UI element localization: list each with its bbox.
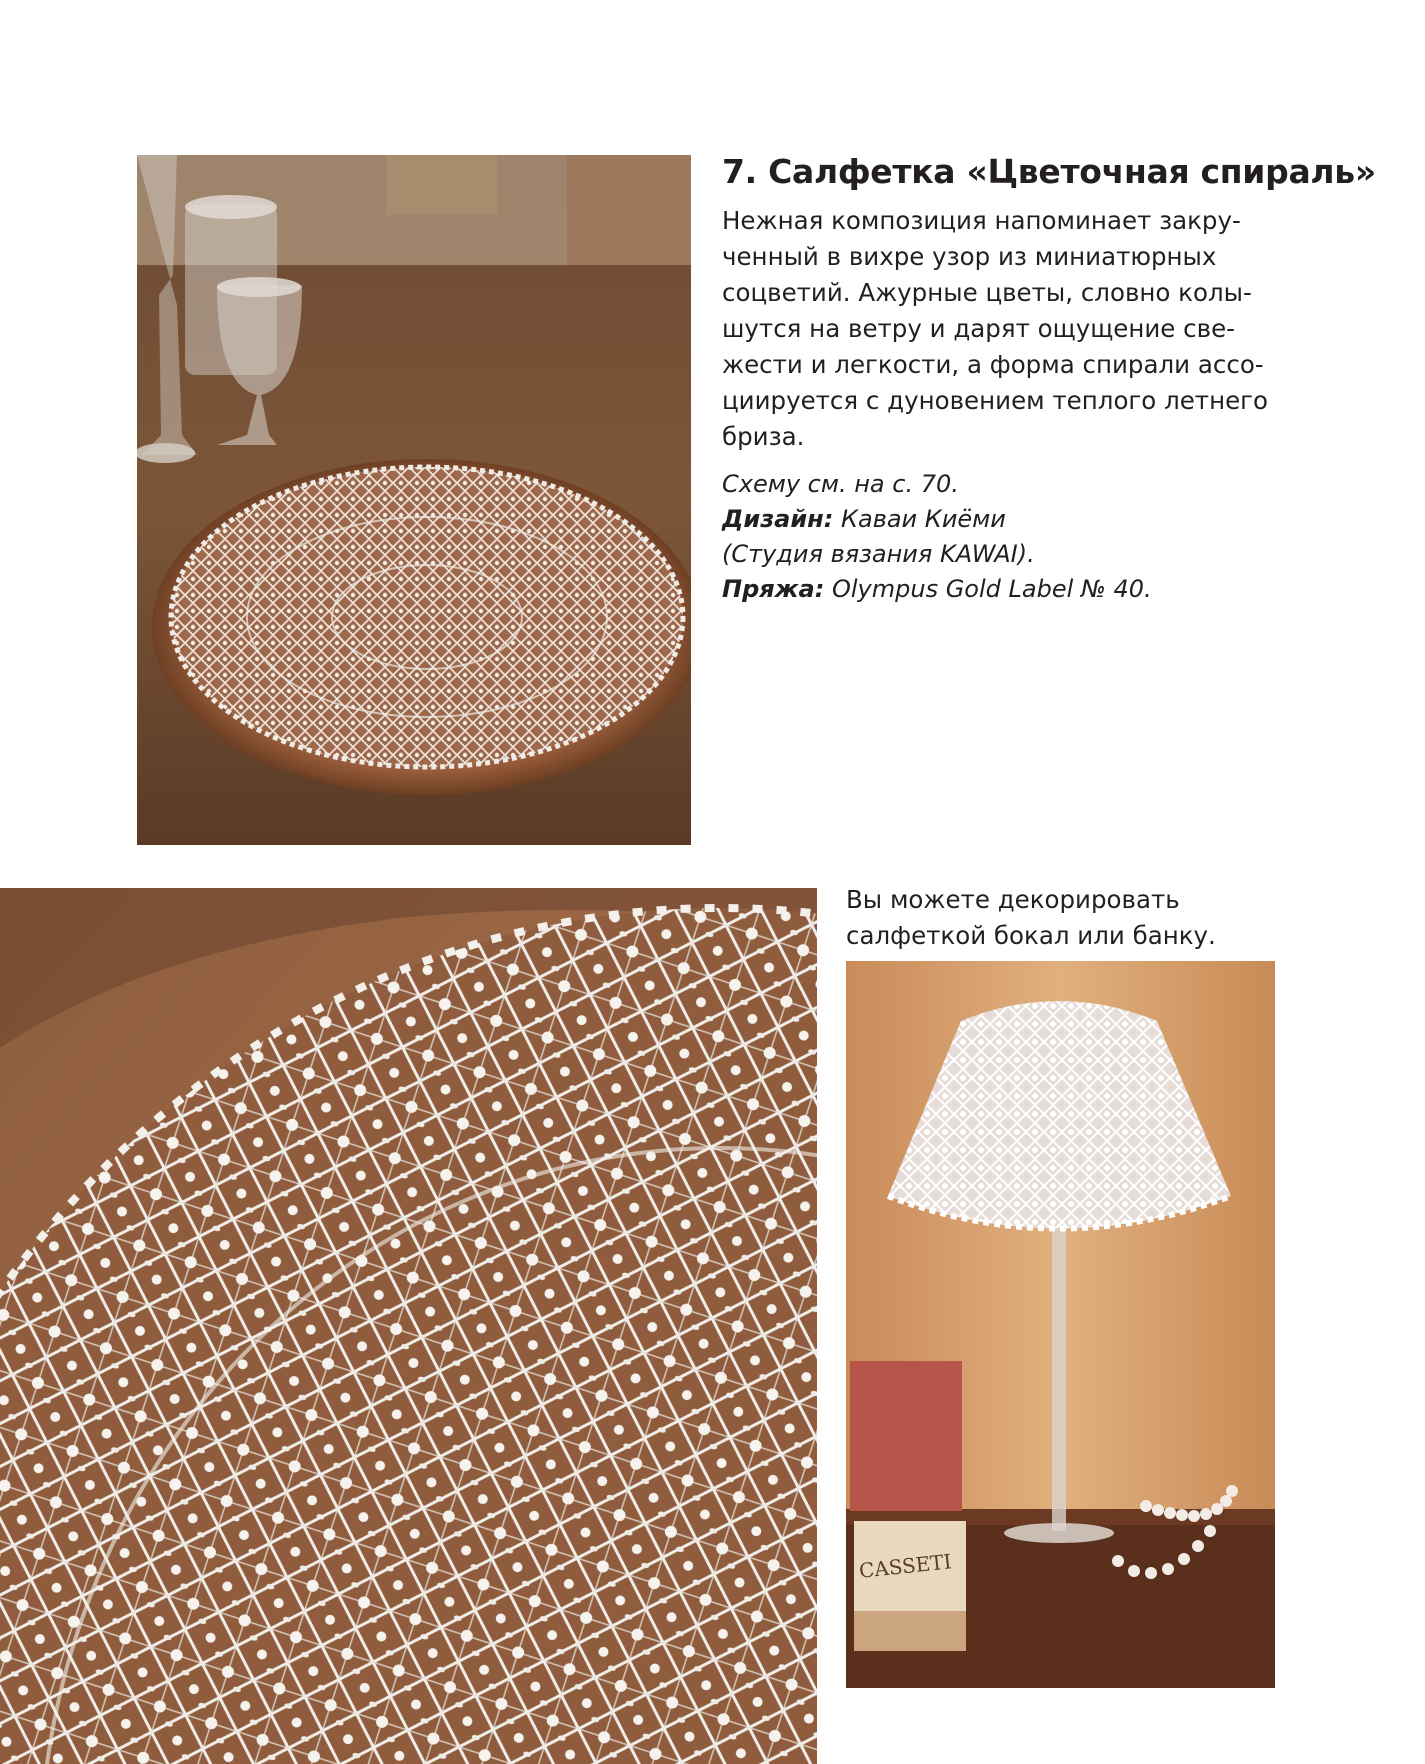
- yarn-value: Olympus Gold Label № 40.: [824, 575, 1152, 603]
- scheme-reference: Схему см. на с. 70.: [722, 470, 959, 498]
- description-line: бриза.: [722, 422, 805, 451]
- description-line: ченный в вихре узор из миниатюрных: [722, 242, 1217, 271]
- article-credits: [722, 467, 1342, 607]
- design-label: Дизайн:: [722, 505, 834, 533]
- yarn-label: Пряжа:: [722, 575, 825, 603]
- doily-plate-image: [137, 155, 691, 845]
- photo-doily-lampshade: [846, 961, 1275, 1688]
- lace-closeup-image: [0, 888, 817, 1764]
- lampshade-image: [846, 961, 1275, 1688]
- photo-doily-on-plate: [137, 155, 691, 845]
- description-line: шутся на ветру и дарят ощущение све-: [722, 314, 1235, 343]
- article-title: 7. Салфетка «Цветочная спираль»: [722, 152, 1376, 191]
- book-spine-text: CASSETI: [857, 1549, 953, 1583]
- design-credit: [722, 502, 1342, 537]
- studio-credit: (Студия вязания KAWAI).: [722, 540, 1035, 568]
- yarn-credit: [722, 572, 1342, 607]
- article-description: [722, 203, 1322, 455]
- caption-line: салфеткой бокал или банку.: [846, 921, 1216, 950]
- lampshade-caption: [846, 882, 1266, 954]
- design-value: Каваи Киёми: [833, 505, 1006, 533]
- description-line: циируется с дуновением теплого летнего: [722, 386, 1269, 415]
- books: [850, 1361, 966, 1651]
- photo-lace-closeup: [0, 888, 817, 1764]
- description-line: Нежная композиция напоминает закру-: [722, 206, 1241, 235]
- description-line: жести и легкости, а форма спирали ассо-: [722, 350, 1264, 379]
- caption-line: Вы можете декорировать: [846, 885, 1180, 914]
- description-line: соцветий. Ажурные цветы, словно колы-: [722, 278, 1252, 307]
